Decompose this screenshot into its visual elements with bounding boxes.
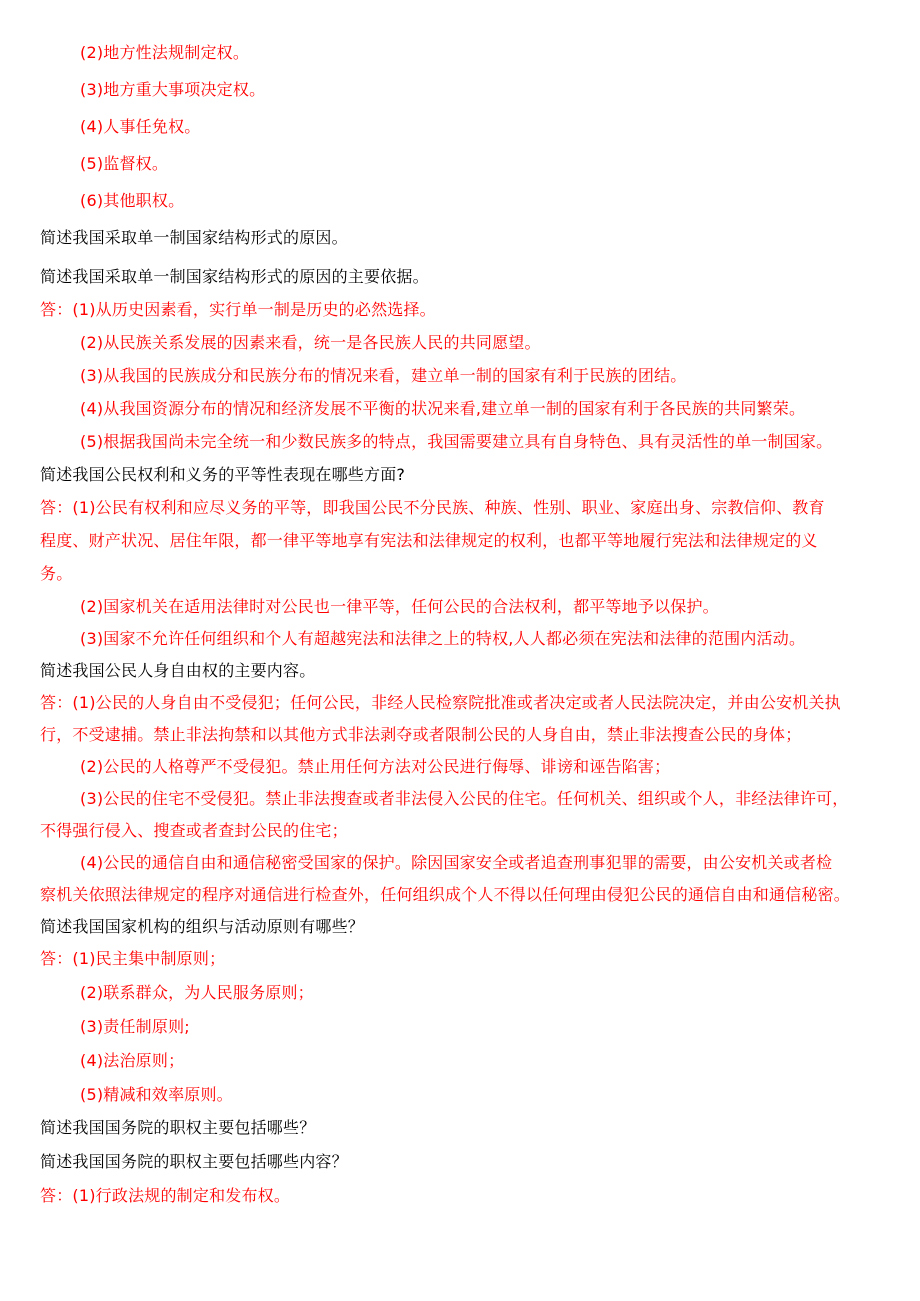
answer-line: 程度、财产状况、居住年限，都一律平等地享有宪法和法律规定的权利，也都平等地履行宪法和法律规定的义 (40, 531, 818, 550)
text-line: (3)地方重大事项决定权。 (80, 80, 266, 99)
question-line: 简述我国公民权利和义务的平等性表现在哪些方面? (40, 465, 406, 484)
text-line: (6)其他职权。 (80, 191, 185, 210)
answer-line: (3)国家不允许任何组织和个人有超越宪法和法律之上的特权,人人都必须在宪法和法律的范围内活动。 (80, 629, 806, 648)
answer-line: 不得强行侵入、搜查或者查封公民的住宅； (40, 821, 348, 840)
answer-line: (2)公民的人格尊严不受侵犯。禁止用任何方法对公民进行侮辱、诽谤和诬告陷害； (80, 757, 671, 776)
question-line: 简述我国采取单一制国家结构形式的原因的主要依据。 (40, 267, 429, 286)
answer-line: (3)从我国的民族成分和民族分布的情况来看，建立单一制的国家有利于民族的团结。 (80, 366, 687, 385)
answer-line: 务。 (40, 564, 73, 583)
answer-line: 察机关依照法律规定的程序对通信进行检查外，任何组织成个人不得以任何理由侵犯公民的通信自由和通信秘密。 (40, 885, 851, 904)
answer-line: 答：(1)公民的人身自由不受侵犯；任何公民，非经人民检察院批准或者决定或者人民法院决定，并由公安机关执 (40, 693, 841, 712)
answer-line: (3)责任制原则; (80, 1017, 190, 1036)
answer-line: (4)法治原则； (80, 1051, 185, 1070)
text-line: (4)人事任免权。 (80, 117, 201, 136)
answer-line: (4)从我国资源分布的情况和经济发展不平衡的状况来看,建立单一制的国家有利于各民族的共同繁荣。 (80, 399, 806, 418)
answer-line: (3)公民的住宅不受侵犯。禁止非法搜查或者非法侵入公民的住宅。任何机关、组织或个人，非经法律许可， (80, 789, 849, 808)
answer-line: (4)公民的通信自由和通信秘密受国家的保护。除因国家安全或者追查刑事犯罪的需要，由公安机关或者检 (80, 853, 833, 872)
answer-line: (2)从民族关系发展的因素来看，统一是各民族人民的共同愿望。 (80, 333, 541, 352)
question-line: 简述我国采取单一制国家结构形式的原因。 (40, 228, 348, 247)
question-line: 简述我国国家机构的组织与活动原则有哪些？ (40, 917, 365, 936)
question-line: 简述我国国务院的职权主要包括哪些内容？ (40, 1152, 348, 1171)
answer-line: 答：(1)从历史因素看，实行单一制是历史的必然选择。 (40, 300, 436, 319)
answer-line: 行，不受逮捕。禁止非法拘禁和以其他方式非法剥夺或者限制公民的人身自由，禁止非法搜查公民的身体； (40, 725, 802, 744)
answer-line: 答：(1)民主集中制原则； (40, 949, 226, 968)
text-line: (5)监督权。 (80, 154, 169, 173)
text-line: (2)地方性法规制定权。 (80, 43, 250, 62)
question-line: 简述我国国务院的职权主要包括哪些？ (40, 1118, 316, 1137)
question-line: 简述我国公民人身自由权的主要内容。 (40, 661, 316, 680)
answer-line: 答：(1)行政法规的制定和发布权。 (40, 1186, 291, 1205)
answer-line: (5)根据我国尚未完全统一和少数民族多的特点，我国需要建立具有自身特色、具有灵活性的单一制国家。 (80, 432, 833, 451)
answer-line: (2)联系群众，为人民服务原则； (80, 983, 314, 1002)
answer-line: (5)精减和效率原则。 (80, 1085, 233, 1104)
answer-line: (2)国家机关在适用法律时对公民也一律平等，任何公民的合法权利，都平等地予以保护。 (80, 597, 719, 616)
answer-line: 答：(1)公民有权利和应尽义务的平等，即我国公民不分民族、种族、性别、职业、家庭出身、宗教信仰、教育 (40, 498, 825, 517)
